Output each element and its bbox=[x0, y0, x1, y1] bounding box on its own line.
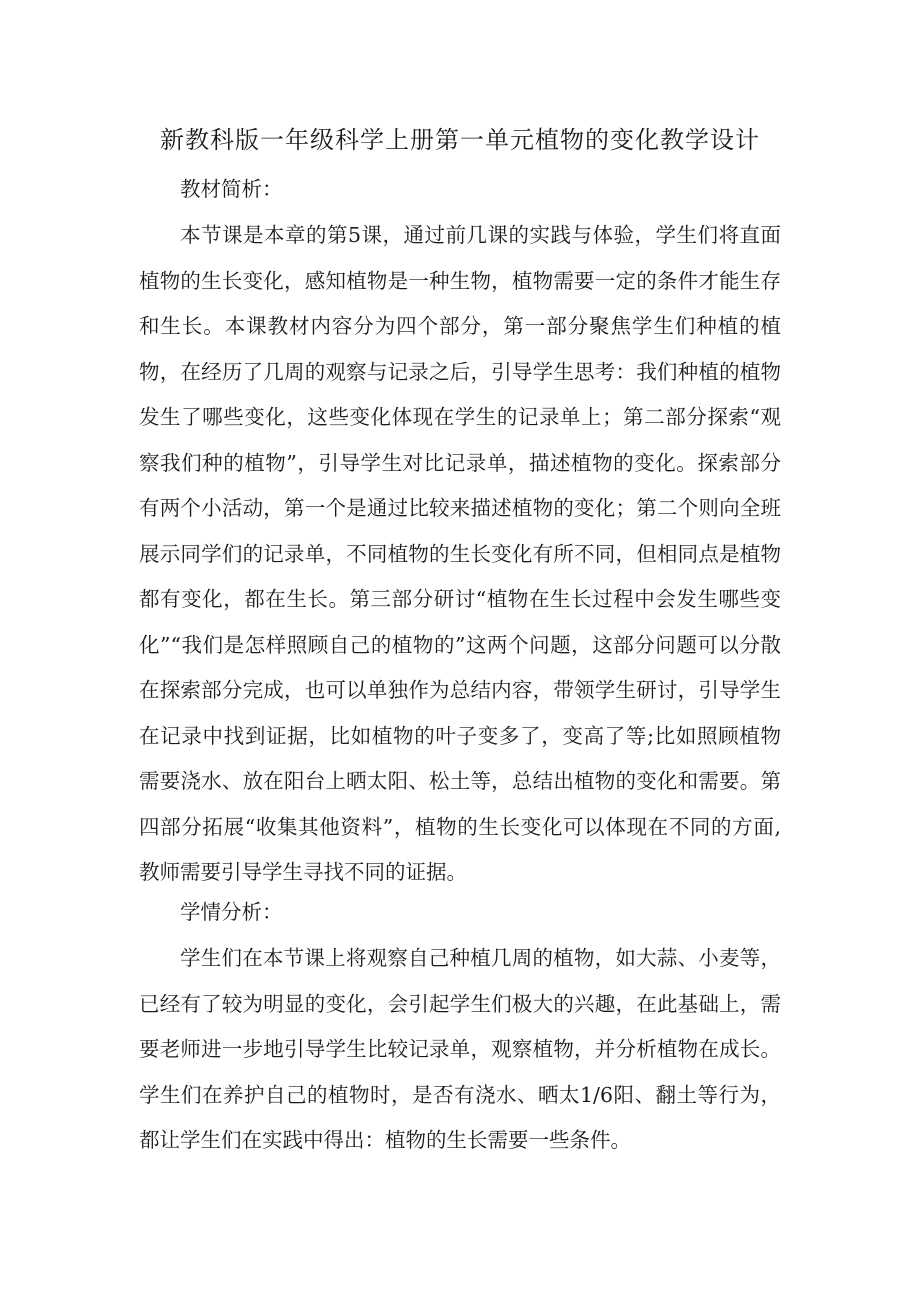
document-title: 新教科版一年级科学上册第一单元植物的变化教学设计 bbox=[160, 126, 760, 154]
paragraph-learner-analysis: 学生们在本节课上将观察自己种植几周的植物，如大蒜、小麦等，已经有了较为明显的变化，会引起学生们极大的兴趣，在此基础上，需要老师进一步地引导学生比较记录单，观察植物，并分析植物在成长。学生们在养护自己的植物时，是否有浇水、晒太1/6阳、翻土等行为，都让学生们在实践中得出：植物的生长需要一些条件。 bbox=[139, 946, 781, 1152]
section-heading-learner-analysis: 学情分析： bbox=[180, 900, 283, 924]
section-heading-textbook-analysis: 教材简析： bbox=[180, 177, 283, 201]
paragraph-textbook-analysis: 本节课是本章的第5课，通过前几课的实践与体验，学生们将直面植物的生长变化，感知植物是一种生物，植物需要一定的条件才能生存和生长。本课教材内容分为四个部分，第一部分聚焦学生们种植的植物，在经历了几周的观察与记录之后，引导学生思考：我们种植的植物发生了哪些变化，这些变化体现在学生的记录单上；第二部分探索“观察我们种的植物”，引导学生对比记录单，描述植物的变化。探索部分有两个小活动，第一个是通过比较来描述植物的变化；第二个则向全班展示同学们的记录单，不同植物的生长变化有所不同，但相同点是植物都有变化，都在生长。第三部分研讨“植物在生长过程中会发生哪些变化”“我们是怎样照顾自己的植物的”这两个问题，这部分问题可以分散在探索部分完成，也可以单独作为总结内容，带领学生研讨，引导学生在记录中找到证据，比如植物的叶子变多了，变高了等;比如照顾植物需要浇水、放在阳台上晒太阳、松土等，总结出植物的变化和需要。第四部分拓展“收集其他资料”，植物的生长变化可以体现在不同的方面,教师需要引导学生寻找不同的证据。 bbox=[139, 223, 781, 884]
